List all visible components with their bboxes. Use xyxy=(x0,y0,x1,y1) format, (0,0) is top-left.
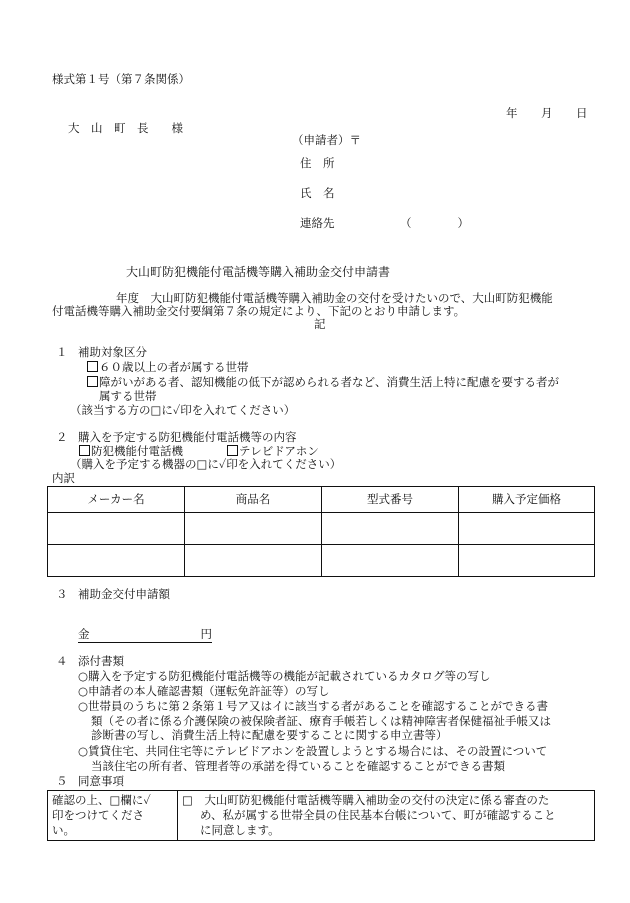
applicant-label: （申請者）〒 xyxy=(292,133,361,147)
subsidy-category-option-2-cont: 属する世帯 xyxy=(99,389,157,403)
amount-suffix: 円 xyxy=(200,627,212,641)
section-1-title: 補助対象区分 xyxy=(78,345,147,359)
section-3-number: ３ xyxy=(56,587,68,601)
subsidy-category-option-2[interactable]: 障がいがある者、認知機能の低下が認められる者など、消費生活上特に配慮を要する者が xyxy=(86,376,559,389)
header-maker: メーカー名 xyxy=(48,487,185,513)
attachment-item: ○申請者の本人確認書類（運転免許証等）の写し xyxy=(78,684,330,698)
purchase-table xyxy=(47,486,595,577)
checkbox-60-plus[interactable] xyxy=(87,361,98,372)
intro-line-1: 年度 大山町防犯機能付電話機等購入補助金の交付を受けたいので、大山町防犯機能 xyxy=(116,291,553,305)
section-4-number: ４ xyxy=(56,654,68,668)
breakdown-label: 内訳 xyxy=(52,471,75,485)
section-4-title: 添付書類 xyxy=(78,654,124,668)
price-cell[interactable] xyxy=(459,545,595,577)
amount-prefix: 金 xyxy=(78,627,90,641)
attachment-item-cont: 診断書の写し、消費生活上特に配慮を要することに関する申立書等） xyxy=(91,728,448,742)
date-month-label: 月 xyxy=(541,106,553,120)
product-cell[interactable] xyxy=(185,513,322,545)
maker-cell[interactable] xyxy=(48,545,185,577)
addressee: 大 山 町 長 様 xyxy=(68,121,183,135)
header-model: 型式番号 xyxy=(322,487,459,513)
contact-label: 連絡先 xyxy=(300,216,335,230)
date-day-label: 日 xyxy=(576,106,588,120)
section-3-title: 補助金交付申請額 xyxy=(78,587,170,601)
attachment-item: ○世帯員のうちに第２条第１号ア又はイに該当する者があることを確認することができる書 xyxy=(78,699,549,713)
consent-statement[interactable]: □ 大山町防犯機能付電話機等購入補助金の交付の決定に係る審査のた め、私が属する世帯全員の住民基本台帳について、町が確認すること に同意します。 xyxy=(178,791,595,841)
date-year-label: 年 xyxy=(506,106,518,120)
table-row xyxy=(48,513,595,545)
section-1-number: １ xyxy=(56,345,68,359)
attachment-item-cont: 当該住宅の所有者、管理者等の承諾を得ていることを確認することができる書類 xyxy=(91,759,505,773)
checkbox-security-phone[interactable] xyxy=(79,445,90,456)
consent-checkbox-line[interactable]: □ 大山町防犯機能付電話機等購入補助金の交付の決定に係る審査のた xyxy=(182,793,550,807)
checkbox-disability[interactable] xyxy=(87,376,98,387)
table-header-row xyxy=(48,487,595,513)
form-title: 大山町防犯機能付電話機等購入補助金交付申請書 xyxy=(126,265,391,279)
attachment-item: ○賃貸住宅、共同住宅等にテレビドアホンを設置しようとする場合には、その設置について xyxy=(78,744,548,758)
section-2-number: ２ xyxy=(56,430,68,444)
product-cell[interactable] xyxy=(185,545,322,577)
name-label: 氏 名 xyxy=(300,186,335,200)
section-2-title: 購入を予定する防犯機能付電話機等の内容 xyxy=(78,430,297,444)
maker-cell[interactable] xyxy=(48,513,185,545)
section-1-note: （該当する方の□に✓印を入れてください） xyxy=(70,403,296,417)
intro-line-2: 付電話機等購入補助金交付要綱第７条の規定により、下記のとおり申請します。 xyxy=(52,304,466,318)
price-cell[interactable] xyxy=(459,513,595,545)
address-label: 住 所 xyxy=(300,156,335,170)
header-product: 商品名 xyxy=(185,487,322,513)
ki-marker: 記 xyxy=(314,317,326,331)
amount-field[interactable] xyxy=(78,628,212,643)
device-option-phone[interactable]: 防犯機能付電話機 xyxy=(78,445,183,458)
attachment-item-cont: 類（その者に係る介護保険の被保険者証、療育手帳若しくは精神障害者保健福祉手帳又は xyxy=(91,714,551,728)
checkbox-tv-doorphone[interactable] xyxy=(227,445,238,456)
header-price: 購入予定価格 xyxy=(459,487,595,513)
device-option-doorphone[interactable]: テレビドアホン xyxy=(226,445,319,458)
subsidy-category-option-1[interactable]: ６０歳以上の者が属する世帯 xyxy=(86,361,249,374)
attachment-item: ○購入を予定する防犯機能付電話機等の機能が記載されているカタログ等の写し xyxy=(78,669,491,683)
section-2-note: （購入を予定する機器の□に✓印を入れてください） xyxy=(70,457,342,471)
consent-instruction: 確認の上、□欄に✓ 印をつけてくださ い。 xyxy=(48,791,178,841)
model-cell[interactable] xyxy=(322,513,459,545)
contact-parentheses: （ ） xyxy=(400,216,469,230)
section-5-title: 同意事項 xyxy=(78,774,124,788)
form-number: 様式第１号（第７条関係） xyxy=(52,72,190,86)
table-row xyxy=(48,545,595,577)
consent-table xyxy=(47,790,595,841)
section-5-number: ５ xyxy=(56,774,68,788)
model-cell[interactable] xyxy=(322,545,459,577)
